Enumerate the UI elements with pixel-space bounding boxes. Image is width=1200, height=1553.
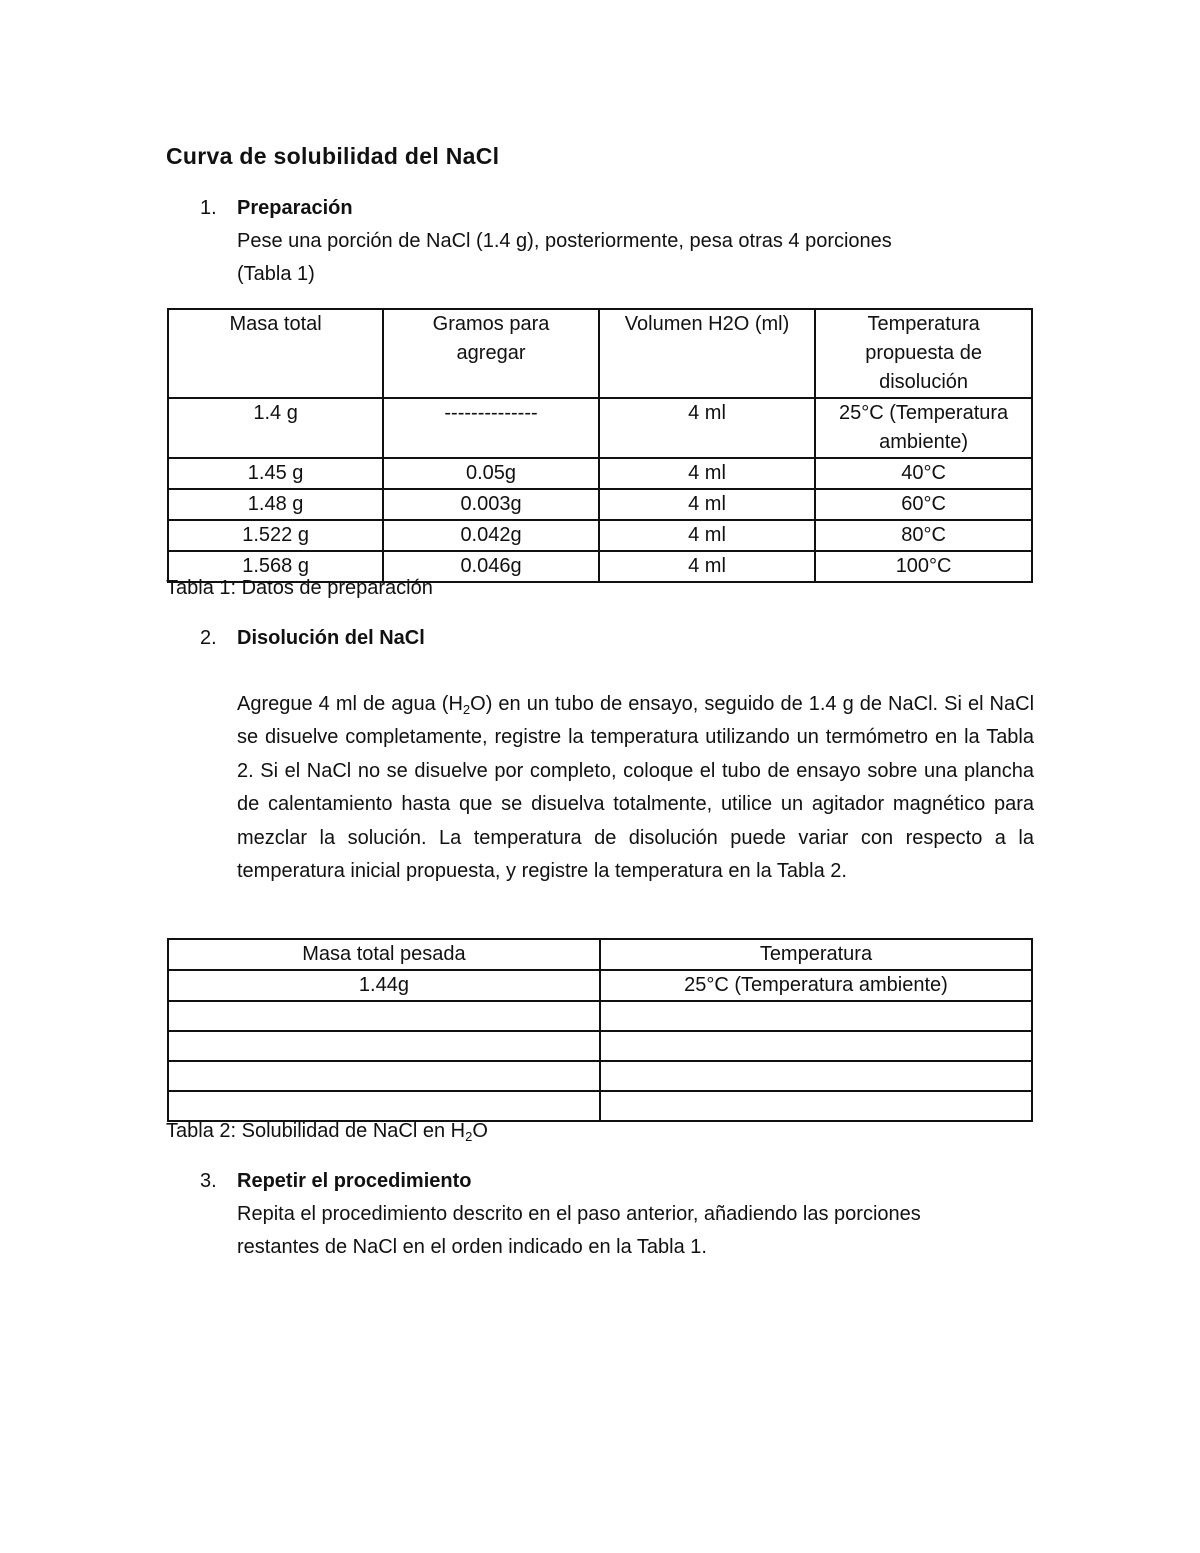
table-row [168,458,1032,489]
table-cell: 80°C [815,520,1032,551]
table-1-header-cell [815,309,1032,398]
caption-text-a: Tabla 2: Solubilidad de NaCl en H [166,1120,466,1142]
table-cell: 1.568 g [168,551,383,582]
step-2-body [237,622,1037,655]
table-2-header-row [168,939,1032,970]
paragraph-text-b: O) en un tubo de ensayo, seguido de 1.4 g de NaCl. Si el NaCl se disuelve completamente, registre la temperatura utilizando un termómetro en la Tabla 2. Si el NaCl no se disuelve por completo, coloque el tubo de ensayo sobre una plancha de calentamiento hasta que se disuelva totalmente, utilice un agitador magnético para mezclar la solución. La temperatura de disolución puede variar con respecto a la temperatura inicial propuesta, y registre la temperatura en la Tabla 2. [237,693,1035,883]
table-cell [168,1091,600,1121]
table-cell [600,1031,1032,1061]
table-cell [168,1061,600,1091]
table-cell [168,1001,600,1031]
step-3-number: 3. [200,1170,217,1192]
table-2-header-cell: Masa total pesada [168,939,600,970]
table-cell: 0.003g [383,489,599,520]
table-cell: 4 ml [599,489,815,520]
table-cell: 100°C [815,551,1032,582]
table-2-header-cell: Temperatura [600,939,1032,970]
table-cell: 1.45 g [168,458,383,489]
table-cell: 0.05g [383,458,599,489]
table-cell: 25°C (Temperatura ambiente) [815,398,1032,458]
table-row [168,489,1032,520]
step-3-body [237,1165,1037,1264]
table-row [168,398,1032,458]
table-cell: 60°C [815,489,1032,520]
table-2-caption [166,1120,488,1143]
table-row [168,1031,1032,1061]
table-row [168,970,1032,1001]
subscript-2: 2 [462,702,471,717]
table-cell: -------------- [383,398,599,458]
table-1-caption: Tabla 1: Datos de preparación [166,577,433,599]
table-cell: 1.48 g [168,489,383,520]
table-cell [600,1001,1032,1031]
step-3-line-2: restantes de NaCl en el orden indicado en la Tabla 1. [237,1236,707,1258]
table-cell: 0.046g [383,551,599,582]
table-1-header-text: Temperatura propuesta de disolución [865,313,982,393]
table-cell: 1.44g [168,970,600,1001]
step-2-paragraph [237,688,1034,888]
table-cell: 40°C [815,458,1032,489]
step-1-line-2: (Tabla 1) [237,263,315,285]
step-1-number: 1. [200,197,217,219]
table-row [168,520,1032,551]
table-1-header-cell [383,309,599,398]
table-cell: 0.042g [383,520,599,551]
table-row [168,1091,1032,1121]
table-1-header-cell: Masa total [168,309,383,398]
table-cell: 4 ml [599,458,815,489]
table-1-header-cell: Volumen H2O (ml) [599,309,815,398]
step-1-body [237,192,1037,291]
step-2-heading: Disolución del NaCl [237,627,425,649]
step-1-heading: Preparación [237,197,353,219]
table-2 [167,938,1033,1122]
table-cell: 4 ml [599,551,815,582]
table-1-header-row [168,309,1032,398]
table-cell: 1.4 g [168,398,383,458]
page-title: Curva de solubilidad del NaCl [166,143,500,169]
table-row [168,1061,1032,1091]
table-cell: 1.522 g [168,520,383,551]
table-cell [600,1091,1032,1121]
step-2-number: 2. [200,627,217,649]
table-cell: 4 ml [599,398,815,458]
table-cell: 25°C (Temperatura ambiente) [600,970,1032,1001]
step-1-line-1: Pese una porción de NaCl (1.4 g), posteriormente, pesa otras 4 porciones [237,230,892,252]
caption-subscript-2: 2 [465,1129,473,1144]
step-3-line-1: Repita el procedimiento descrito en el paso anterior, añadiendo las porciones [237,1203,921,1225]
table-cell [600,1061,1032,1091]
caption-text-b: O [472,1120,488,1142]
table-1-header-text: Gramos para agregar [432,313,550,364]
table-cell: 4 ml [599,520,815,551]
step-3-heading: Repetir el procedimiento [237,1170,472,1192]
table-row [168,1001,1032,1031]
table-1 [167,308,1033,583]
paragraph-text-a: Agregue 4 ml de agua (H [237,693,463,715]
table-cell [168,1031,600,1061]
